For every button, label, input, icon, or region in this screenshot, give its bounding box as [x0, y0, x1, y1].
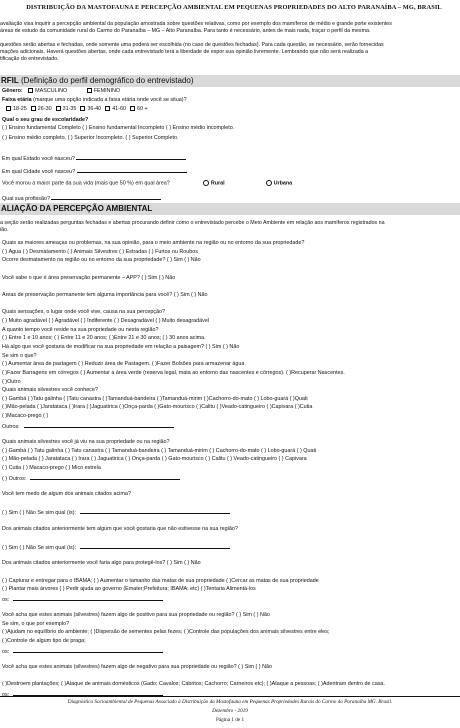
answer-field-line[interactable]: Outros: [2, 422, 456, 431]
footer-citation: Diagnóstico Socioambiental de Pequenas Associado à Distribuição da Mastofauna em Pequenas Propriedades Rurais do Carmo do Paranaíba MG. Brasil. [67, 699, 393, 705]
schooling-row-2[interactable]: ( ) Ensino médio completo. ( ) Superior Incompleto. ( ) Superior Completo. [2, 135, 179, 141]
age-label: Faixa etária [2, 97, 32, 103]
document-title: DISTRIBUIÇÃO DA MASTOFAUNA E PERCEPÇÃO AMBIENTAL EM PEQUENAS PROPRIEDADES DO ALTO PARANAÍBA – MG, BRASIL [26, 4, 442, 11]
born-state-field[interactable] [76, 154, 186, 160]
age-option-checkbox[interactable] [6, 106, 11, 111]
age-option-label: 18-25 [13, 106, 27, 112]
age-option-checkbox[interactable] [80, 106, 85, 111]
age-option-label: 60 + [136, 106, 148, 112]
born-state-question [2, 154, 456, 163]
question-options-line[interactable]: ( )Outro [2, 378, 21, 385]
question-options-line[interactable]: ( )Ajudam no equilíbrio do ambiente; ( )Dispersão de sementes pelas fezes; ( )Controle das populações dos animais silvestres entre eles; [2, 629, 330, 636]
gender-male-label: MASCULINO [35, 88, 68, 94]
intro-line: tificação do entrevistado. [0, 56, 59, 62]
urban-radio[interactable] [266, 180, 272, 186]
intro-line: questões serão abertas e fechadas, onde somente uma poderá ser escolhida (no caso de questões fechadas). Para cada questão, se necessário, serão fornecidas [0, 42, 384, 48]
question-options-line[interactable]: ( ) Entre 1 e 10 anos; ( ) Entre 11 e 20 anos; ( )Entre 21 e 30 anos; ( ) 30 anos acima. [2, 335, 206, 342]
age-option-checkbox[interactable] [31, 106, 36, 111]
schooling-row-1[interactable]: ( ) Ensino fundamental Completo ( ) Ensino fundamental Incompleto ( ) Ensino médio incompleto. [2, 125, 235, 131]
question-options-line[interactable]: ( ) Gambá ( )Tatu galinha ( )Tatu canastra ( )Tamanduá-bandeira ( )Tamanduá-mirim ( )Cachorro-do-mato ( ) Lobo-guará ( )Quati [2, 395, 308, 402]
question-line: Você sabe o que é área preservação permanente – APP? ( ) Sim ( ) Não [2, 274, 176, 281]
question-options-line[interactable]: ( )Macaco-prego ( ) [2, 413, 49, 420]
urban-label: Urbana [273, 180, 293, 187]
age-option-checkbox[interactable] [105, 106, 110, 111]
answer-field-line[interactable]: os: [2, 690, 456, 699]
age-option-label: 36-40 [87, 106, 102, 112]
question-line: Quais animais silvestres você já viu na sua propriedade ou na região? [2, 439, 170, 445]
section-profile-header [0, 75, 460, 87]
age-hint: (marque uma opção indicada a faixa etária onde você se situa)? [31, 97, 187, 103]
answer-input-line[interactable] [80, 508, 230, 514]
age-option-label: 41-60 [112, 106, 126, 112]
section-perception-label: ALIAÇÃO DA PERCEPÇÃO AMBIENTAL [1, 204, 153, 213]
question-options-line[interactable]: ( ) Muito agradável ( ) Agradável ( ) Indiferente ( ) Desagradável ( ) Muito desagradável [2, 317, 210, 324]
answer-field-line[interactable]: ( ) Outros: [2, 474, 456, 483]
footer-date: Dezembro - 2019 [212, 708, 248, 714]
rural-label: Rural [210, 180, 225, 187]
footer-divider [0, 696, 460, 697]
age-option-checkbox[interactable] [130, 106, 135, 111]
question-options-line[interactable]: ( ) Capturar e entregar para o IBAMA; ( ) Aumentar o tamanho das matas de sua propriedade ( )Cercar as matas de sua propriedade [2, 577, 319, 584]
intro-line: áreas de estudo da comunidade rural do Carmo do Paranaíba – MG – Alto Paranaíba. Para tanto é necessário, antes de mais nada, traçar o perfil da mesma. [0, 28, 371, 34]
born-city-question [2, 167, 456, 176]
question-options-line[interactable]: ( ) Cutia ( ) Macaco-prego ( ) Mico estrela [2, 465, 101, 471]
gender-question [2, 88, 456, 95]
question-options-line[interactable]: ( ) Mão-pelada ( ) Jaratataca ( ) Irara ( ) Jaguatirica ( ) Onça-parda ( ) Gato-mourisco ( ) Calitu ( ) Veado-catingueiro ( ) Capivara [2, 456, 307, 463]
profession-label: Qual sua profissão? [2, 196, 50, 202]
question-options-line[interactable]: ( )Fazer Barragens em córregos ( ) Aumentar a área verde (reserva legal, mata ao entorno das nascentes e córregos). ( )Recuperar Nascentes. [2, 369, 345, 376]
born-city-label: Em qual Cidade você nasceu? [2, 169, 76, 175]
gender-male-checkbox[interactable] [28, 88, 33, 93]
gender-female-checkbox[interactable] [87, 88, 92, 93]
schooling-question-text: Qual o seu grau de escolaridade? [2, 117, 89, 123]
intro-line: avaliação visa inquirir a percepção ambiental da população amostrada sobre questões relativas, como por exemplo dos mamíferos de médio e grande porte existentes [0, 21, 392, 27]
rural-radio[interactable] [203, 180, 209, 186]
answer-field-line[interactable]: os: [2, 595, 456, 604]
question-options-line[interactable]: ( )Controle de algum tipo de praga; [2, 638, 86, 645]
perception-intro-line: ião. [0, 227, 9, 233]
lived-area-label: Você morou a maior parte da sua vida (mais que 50 %) em qual área? [2, 180, 170, 187]
question-line: Você acha que estes animais (silvestres) fazem algo de positivo para sua propriedade ou região? ( ) Sim ( ) Não [2, 612, 270, 619]
question-line: Se sim o que? [2, 352, 37, 359]
question-line: Você tem medo de algum dos animais citados acima? [2, 491, 131, 497]
question-line: Há algo que você gostaria de modificar na sua propriedade em relação a paisagem? ( ) Sim ( ) Não [2, 343, 240, 350]
question-options-line[interactable]: ( )Destroem plantações; ( )Ataque de animais domésticos (Gado; Cavalos; Cabritos; Cachorro; Carneiros etc); ( )Ataque a pessoas; ( )Adentram dentro de casa. [2, 681, 385, 688]
schooling-question [2, 117, 456, 124]
profession-field[interactable] [51, 194, 161, 200]
question-line: Quais as maiores ameaças ou problemas, na sua opinião, para o meio ambiente na região ou no entorno da sua propriedade? [2, 240, 305, 246]
age-options [6, 106, 456, 113]
perception-intro-line: a seção serão realizadas perguntas fechadas e abertas procurando definir como o entrevistado percebe o Meio Ambiente em relação aos mamíferos registrados na [0, 220, 385, 226]
question-options-line[interactable]: ( )Mão-pelada ( )Jaratataca ( )Irara ( )Jaguatirica ( )Onça-parda ( )Gato-mourisco ( )Calitu ( )Veado-catingueiro ( )Capivara ( )Cutia [2, 404, 313, 411]
answer-input-line[interactable] [80, 543, 230, 549]
age-option-label: 26-30 [37, 106, 52, 112]
question-line: Se sim, o que por exemplo? [2, 620, 70, 627]
lived-area-question [2, 180, 456, 187]
question-options-line[interactable]: ( ) Água ( ) Desmatamento ( ) Animais Silvestres ( ) Estradas ( ) Furtos ou Roubos [2, 248, 198, 255]
question-options-line[interactable]: ( ) Aumentar área de pastagem ( ) Reduzir área de Pastagem. ( )Fazer Bolsões para armazenar água [2, 361, 245, 368]
answer-field-line[interactable]: os: [2, 647, 456, 656]
question-line: Ocorre desmatamento na região ou no entorno da sua propriedade? ( ) Sim ( ) Não [2, 257, 201, 264]
age-question [2, 97, 456, 104]
question-line: Você acha que estes animais (silvestres) fazem algo de negativo para sua propriedade ou região? ( ) Sim ( ) Não [2, 664, 272, 670]
answer-input-line[interactable] [13, 595, 163, 601]
intro-line: mações adicionais. Haverá questões abertas, onde cada entrevistado terá a liberdade de expor sua opinião livremente. Lembrando que não será realizada a [0, 49, 369, 55]
answer-field-line[interactable]: ( ) Sim ( ) Não Se sim qual (is): [2, 543, 456, 552]
question-options-line[interactable]: ( ) Gambá ( ) Tatu galinha ( ) Tatu canastra ( ) Tamanduá-bandeira ( ) Tamanduá-mirim ( ) Cachorro-do-mato ( ) Lobo-guará ( ) Quati [2, 447, 317, 454]
question-line: Áreas de preservação permanente tem alguma importância para você? ( ) Sim ( ) Não [2, 291, 208, 298]
gender-label: Gênero: [2, 88, 23, 94]
section-perception-header [0, 203, 460, 215]
born-city-field[interactable] [77, 167, 187, 173]
age-option-checkbox[interactable] [56, 106, 61, 111]
footer-page-number: Página 1 de 1 [215, 717, 245, 723]
answer-input-line[interactable] [13, 647, 163, 653]
question-options-line[interactable]: ( ) Plantar mais árvores ( ) Pedir ajuda ao governo (Emater;Prefeitura; IBAMA; etc) ( )Tentaria Alimentá-los [2, 586, 256, 593]
profession-question [2, 194, 456, 203]
question-line: Dos animais citados anteriormente você faria algo para protegê-los? ( ) Sim ( ) Não [2, 560, 201, 567]
question-line: Dos animais citados anteriormente tem algum que você gostaria que não estivesse na sua região? [2, 525, 238, 532]
question-line: Quais sensações, o lugar onde você vive, causa na sua percepção? [2, 309, 166, 316]
question-line: A quanto tempo você reside na sua propriedade ou nesta região? [2, 326, 159, 333]
question-line: Quais animais silvestres você conhece? [2, 387, 98, 394]
age-option-label: 31-35 [62, 106, 77, 112]
section-profile-subtitle: (Definição do perfil demográfico do entrevistado) [18, 76, 194, 85]
answer-input-line[interactable] [30, 474, 180, 480]
answer-field-line[interactable]: ( ) Sim ( ) Não Se sim qual (is): [2, 508, 456, 517]
answer-input-line[interactable] [24, 422, 174, 428]
born-state-label: Em qual Estado você nasceu? [2, 156, 75, 162]
section-profile-label: RFIL [1, 76, 19, 85]
gender-female-label: FEMININO [93, 88, 121, 94]
